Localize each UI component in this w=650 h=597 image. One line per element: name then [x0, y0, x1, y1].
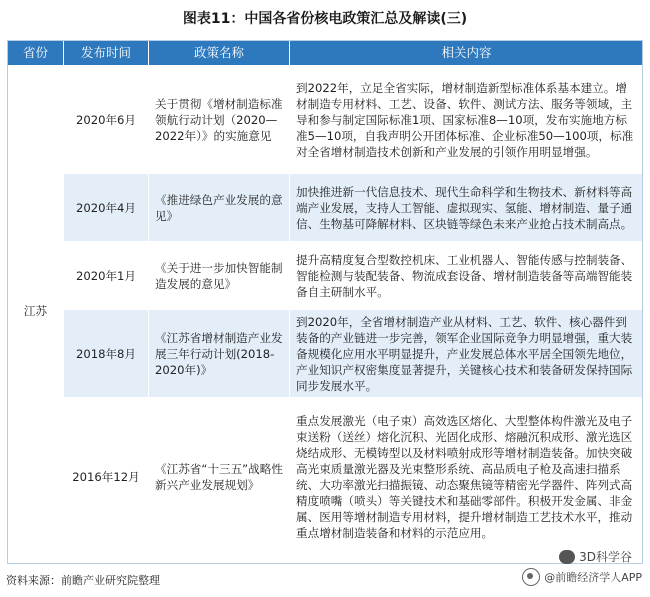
- figure-title: 图表11：中国各省份核电政策汇总及解读(三): [182, 11, 468, 27]
- time-cell: 2020年4月: [64, 174, 149, 242]
- table-header-row: [8, 41, 644, 66]
- table-row: [8, 398, 644, 556]
- policy-name-cell: 《江苏省增材制造产业发展三年行动计划(2018-2020年)》: [149, 310, 290, 398]
- policy-table: [7, 40, 644, 556]
- content-cell: 到2020年，全省增材制造产业从材料、工艺、软件、核心器件到装备的产业链进一步完善，领军企业国际竞争力明显增强，重大装备规模化应用水平明显提升，产业发展总体水平居全国领先地位，产业知识产权密集度显著提升，关键核心技术和装备研发保持国际同步发展水平。: [290, 310, 644, 398]
- time-cell: 2018年8月: [64, 310, 149, 398]
- table-row: [8, 174, 644, 242]
- wechat-icon: [559, 550, 575, 564]
- policy-name-cell: 《关于进一步加快智能制造发展的意见》: [149, 242, 290, 310]
- header-time: 发布时间: [64, 41, 149, 66]
- time-cell: 2020年6月: [64, 66, 149, 174]
- table-row: [8, 242, 644, 310]
- policy-name-cell: 《推进绿色产业发展的意见》: [149, 174, 290, 242]
- table-row: [8, 310, 644, 398]
- header-province: 省份: [8, 41, 64, 66]
- policy-name-cell: 关于贯彻《增材制造标准领航行动计划（2020—2022年）》的实施意见: [149, 66, 290, 174]
- source-note: 资料来源：前瞻产业研究院整理: [6, 574, 160, 587]
- policy-name-cell: 《江苏省“十三五”战略性新兴产业发展规划》: [149, 398, 290, 556]
- qianzhan-logo-icon: [522, 568, 540, 586]
- header-content: 相关内容: [290, 41, 644, 66]
- content-cell: 加快推进新一代信息技术、现代生命科学和生物技术、新材料等高端产业发展，支持人工智能、虚拟现实、氢能、增材制造、量子通信、生物基可降解材料、区块链等绿色未来产业抢占技术制高点。: [290, 174, 644, 242]
- watermark-qianzhan: [522, 568, 642, 586]
- content-cell: 提升高精度复合型数控机床、工业机器人、智能传感与控制装备、智能检测与装配装备、物流成套设备、增材制造装备等高端智能装备自主研制水平。: [290, 242, 644, 310]
- content-cell: 到2022年，立足全省实际，增材制造新型标准体系基本建立。增材制造专用材料、工艺、设备、软件、测试方法、服务等领域，主导和参与制定国际标准1项、国家标准8—10项，发布实施地方标准5—10项，自我声明公开团体标准、企业标准50—100项，标准对全省增材制造技术创新和产业发展的引领作用明显增强。: [290, 66, 644, 174]
- watermark-bottom-text: @前瞻经济学人APP: [544, 571, 642, 584]
- time-cell: 2016年12月: [64, 398, 149, 556]
- watermark-top-text: 3D科学谷: [579, 550, 632, 564]
- table-row: [8, 66, 644, 174]
- header-policy-name: 政策名称: [149, 41, 290, 66]
- time-cell: 2020年1月: [64, 242, 149, 310]
- watermark-3d-kexuegu: [559, 548, 632, 565]
- content-cell: 重点发展激光（电子束）高效选区熔化、大型整体构件激光及电子束送粉（送丝）熔化沉积、光固化成形、熔融沉积成形、激光选区烧结成形、无模铸型以及材料喷射成形等增材制造装备。加快突破高光束质量激光器及光束整形系统、高品质电子枪及高速扫描系统、大功率激光扫描振镜、动态聚焦镜等精密光学器件、阵列式高精度喷嘴（喷头）等关键技术和基础零部件。积极开发金属、非金属、医用等增材制造专用材料，提升增材制造工艺技术水平，推动重点增材制造装备和材料的示范应用。: [290, 398, 644, 556]
- province-cell: 江苏: [8, 66, 64, 556]
